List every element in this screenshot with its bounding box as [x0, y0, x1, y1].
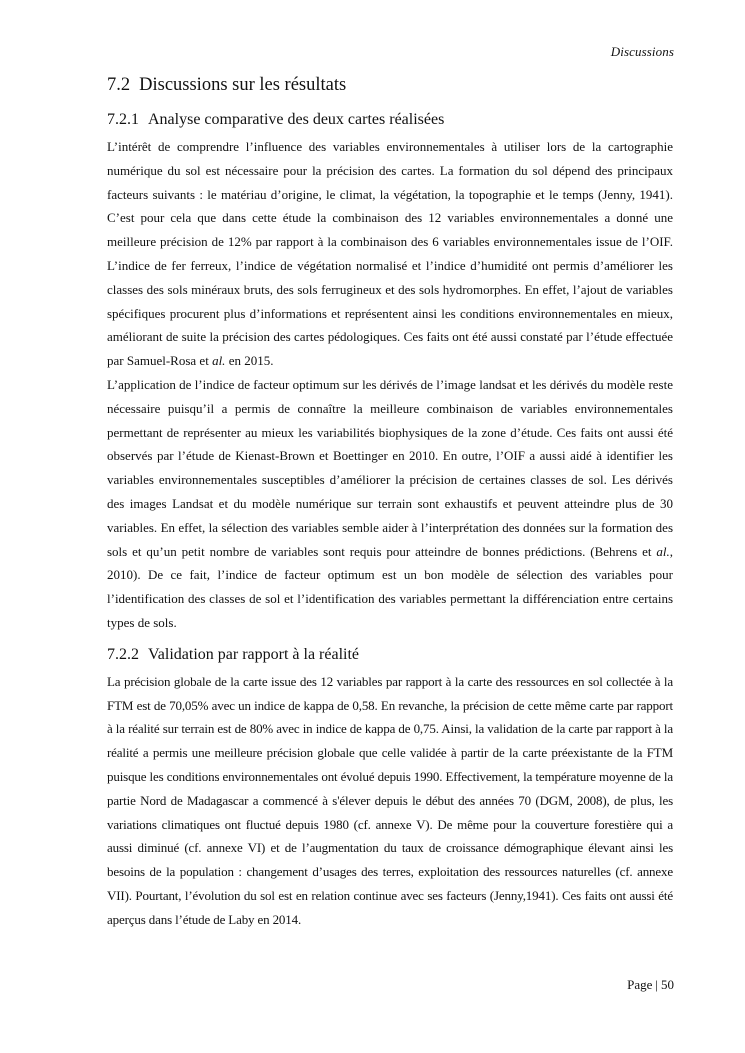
paragraph-3: La précision globale de la carte issue des 12 variables par rapport à la carte des ressources en sol collectée à la FTM est de 70,05% avec un indice de kappa de 0,58. En revanche, la précision de cette même carte par rapport à la réalité sur terrain est de 80% avec in indice de kappa de 0,75. Ainsi, la validation de la carte par rapport à la réalité a permis une meilleure précision globale que celle validée à partir de la carte préexistante de la FTM puisque les conditions environnementales ont évolué depuis 1990. Effectivement, la température moyenne de la partie Nord de Madagascar a commencé à s'élever depuis le début des années 70 (DGM, 2008), de plus, les variations climatiques ont fluctué depuis 1980 (cf. annexe V). De même pour la couverture forestière qui a aussi diminué (cf. annexe VI) et de l’augmentation du taux de croissance démographique élevant ainsi les besoins de la population : changement d’usages des terres, exploitation des ressources naturelles (cf. annexe VII). Pourtant, l’évolution du sol est en relation continue avec ses facteurs (Jenny,1941). Ces faits ont aussi été aperçus dans l’étude de Laby en 2014.: [107, 673, 673, 927]
page-number: 50: [661, 977, 674, 992]
subsection-title-2: Validation par rapport à la réalité: [148, 645, 360, 663]
subsection-heading-1: [107, 109, 673, 131]
subsection-number-2: 7.2.2: [107, 645, 139, 663]
main-content: [107, 72, 673, 932]
paragraph-2: [107, 373, 673, 635]
paragraph-2-emphasis: al.: [656, 543, 670, 559]
running-header: Discussions: [610, 44, 674, 59]
paragraph-1-text: L’intérêt de comprendre l’influence des variables environnementales à utiliser lors de la cartographie numérique du sol est nécessaire pour la précision des cartes. La formation du sol dépend des principaux facteurs suivants : le matériau d’origine, le climat, la végétation, la topographie et le temps (Jenny, 1941). C’est pour cela que dans cette étude la combinaison des 12 variables environnementales a donné une meilleure précision de 12% par rapport à la combinaison des 6 variables environnementales issue de l’OIF. L’indice de fer ferreux, l’indice de végétation normalisé et l’indice d’humidité ont permis d’améliorer les classes des sols minéraux bruts, des sols ferrugineux et des sols hydromorphes. En effet, l’ajout de variables spécifiques procurent plus d’informations et représentent ainsi les conditions environnementales en mieux, améliorant de suite la précision des cartes pédologiques. Ces faits ont été aussi constaté par l’étude effectuée par Samuel-Rosa et: [107, 139, 673, 369]
paragraph-2-tail: , 2010). De ce fait, l’indice de facteur optimum est un bon modèle de sélection des variables pour l’identification des classes de sol et l’identification des variables permettant la différenciation entre certains types de sols.: [107, 543, 673, 630]
subsection-number-1: 7.2.1: [107, 111, 139, 128]
paragraph-1-emphasis: al.: [212, 353, 226, 369]
subsection-heading-2: [107, 644, 673, 666]
paragraph-1-tail: en 2015.: [225, 353, 274, 369]
page-label: Page: [627, 977, 653, 992]
paragraph-2-text: L’application de l’indice de facteur optimum sur les dérivés de l’image landsat et les dérivés du modèle reste nécessaire puisqu’il a permis de connaître la meilleure combinaison de variables environnementales permettant de représenter au mieux les variabilités biophysiques de la zone d’étude. Ces faits ont aussi été observés par l’étude de Kienast-Brown et Boettinger en 2010. En outre, l’OIF a aussi aidé à identifier les variables environnementales susceptibles d’améliorer la précision de certaines classes de sol. Les dérivés des images Landsat et du modèle numérique sur terrain sont exhaustifs et peuvent atteindre plus de 30 variables. En effet, la sélection des variables semble aider à l’interprétation des données sur la formation des sols et qu’un petit nombre de variables sont requis pour atteindre de bonnes prédictions. (Behrens et: [107, 376, 673, 559]
paragraph-1: [107, 135, 673, 373]
subsection-title-1: Analyse comparative des deux cartes réalisées: [148, 111, 445, 128]
page-footer: [627, 977, 674, 993]
section-number: 7.2: [107, 75, 131, 95]
page-separator: |: [655, 977, 658, 992]
section-heading: [107, 72, 673, 98]
section-title: Discussions sur les résultats: [139, 75, 347, 95]
